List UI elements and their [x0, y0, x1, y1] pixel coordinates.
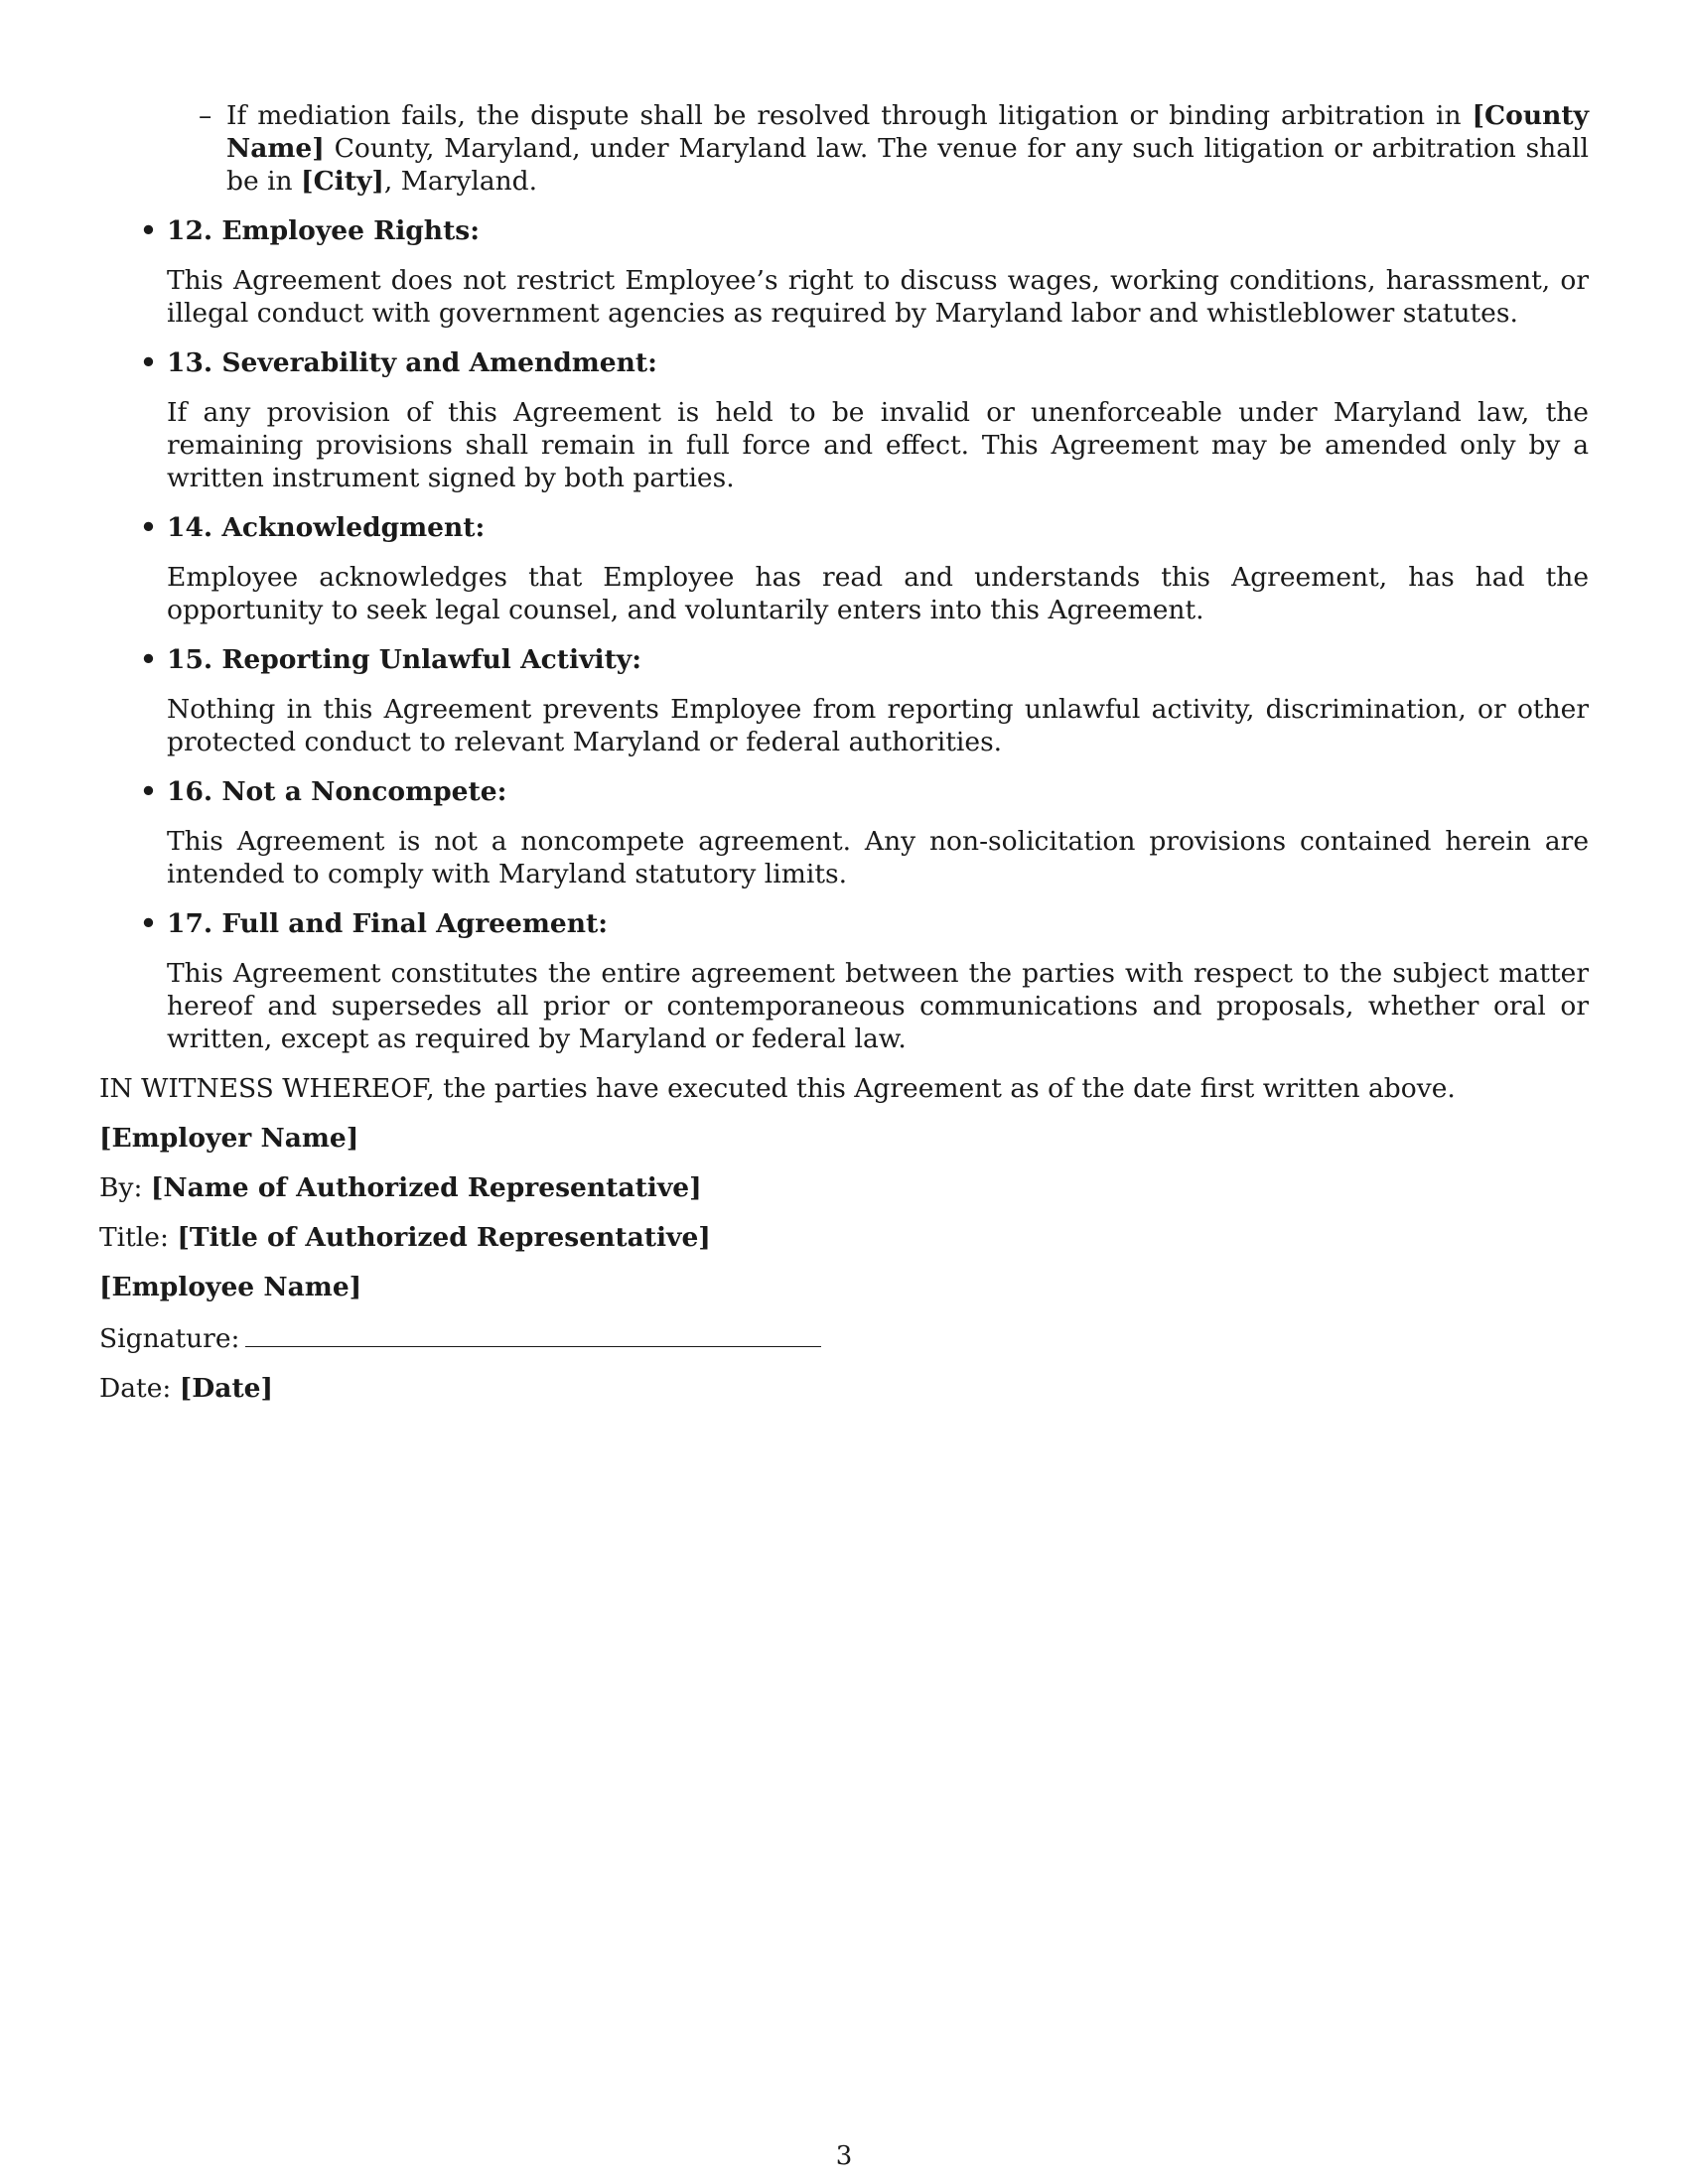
- section-12: [140, 214, 1589, 330]
- section-heading: 15. Reporting Unlawful Activity:: [167, 644, 641, 675]
- section-17: [140, 907, 1589, 1055]
- subitem-text-part3: , Maryland.: [383, 166, 538, 197]
- section-15: [140, 643, 1589, 758]
- subitem-text-part2: County, Maryland, under Maryland law. The venue for any such litigation or arbitration shall be in: [226, 133, 1589, 197]
- section-14: [140, 511, 1589, 626]
- signature-line: [99, 1320, 1589, 1355]
- date-value: [Date]: [179, 1373, 274, 1404]
- section-body: Employee acknowledges that Employee has read and understands this Agreement, has had the opportunity to seek legal counsel, and voluntarily enters into this Agreement.: [167, 562, 1589, 625]
- employer-name: [Employer Name]: [99, 1123, 359, 1154]
- dash-marker: –: [199, 100, 212, 131]
- section-body: This Agreement does not restrict Employee’s right to discuss wages, working conditions, harassment, or illegal conduct with government agencies as required by Maryland labor and whistleblower statutes.: [167, 265, 1589, 329]
- mediation-subitem: [199, 99, 1589, 198]
- page-number: 3: [835, 2141, 853, 2171]
- representative-name: [Name of Authorized Representative]: [150, 1172, 702, 1203]
- section-heading: 14. Acknowledgment:: [167, 512, 486, 543]
- date-label: Date:: [99, 1373, 172, 1404]
- section-16: [140, 775, 1589, 890]
- by-label: By:: [99, 1172, 143, 1203]
- document-page: [99, 99, 1589, 1405]
- witness-statement: IN WITNESS WHEREOF, the parties have executed this Agreement as of the date first written above.: [99, 1073, 1456, 1104]
- section-body: This Agreement constitutes the entire agreement between the parties with respect to the subject matter hereof and supersedes all prior or contemporaneous communications and proposals, whether oral or written, except as required by Maryland or federal law.: [167, 958, 1589, 1054]
- bullet-marker: •: [140, 347, 157, 378]
- section-body: If any provision of this Agreement is held to be invalid or unenforceable under Maryland law, the remaining provisions shall remain in full force and effect. This Agreement may be amended only by a written instrument signed by both parties.: [167, 397, 1589, 493]
- title-line: [99, 1221, 1589, 1254]
- city-placeholder: [City]: [301, 166, 384, 197]
- county-name-placeholder: [County Name]: [226, 100, 1589, 164]
- bullet-marker: •: [140, 908, 157, 939]
- signature-blank: [245, 1320, 821, 1347]
- bullet-marker: •: [140, 644, 157, 675]
- section-13: [140, 346, 1589, 494]
- bullet-marker: •: [140, 776, 157, 807]
- signature-label: Signature:: [99, 1323, 240, 1354]
- section-heading: 12. Employee Rights:: [167, 215, 481, 246]
- section-heading: 17. Full and Final Agreement:: [167, 908, 609, 939]
- representative-title: [Title of Authorized Representative]: [177, 1222, 711, 1253]
- title-label: Title:: [99, 1222, 169, 1253]
- section-heading: 16. Not a Noncompete:: [167, 776, 507, 807]
- subitem-text-part1: If mediation fails, the dispute shall be resolved through litigation or binding arbitration in: [226, 100, 1473, 131]
- section-body: This Agreement is not a noncompete agreement. Any non-solicitation provisions contained herein are intended to comply with Maryland statutory limits.: [167, 826, 1589, 889]
- date-line: [99, 1372, 1589, 1405]
- section-body: Nothing in this Agreement prevents Employee from reporting unlawful activity, discrimination, or other protected conduct to relevant Maryland or federal authorities.: [167, 694, 1589, 757]
- employee-name: [Employee Name]: [99, 1272, 362, 1302]
- section-heading: 13. Severability and Amendment:: [167, 347, 657, 378]
- by-line: [99, 1171, 1589, 1204]
- bullet-marker: •: [140, 512, 157, 543]
- bullet-marker: •: [140, 215, 157, 246]
